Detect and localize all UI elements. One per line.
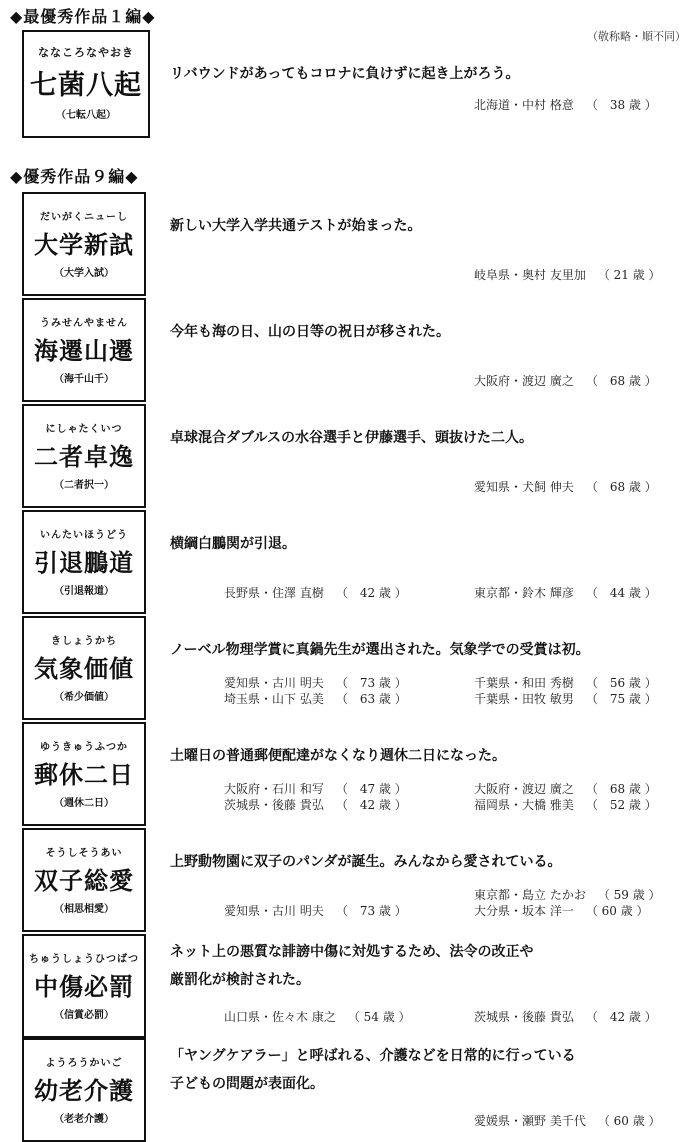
author-credit: 愛媛県・瀬野 美千代 （ 60 歳 ）: [474, 1114, 661, 1128]
phrase-text: 気象価値: [34, 654, 134, 683]
phrase-source: （大学入試）: [54, 268, 114, 279]
phrase-box: [22, 510, 146, 614]
phrase-comment: ネット上の悪質な誹謗中傷に対処するため、法令の改正や 厳罰化が検討された。: [170, 944, 534, 988]
best-section-heading: ◆最優秀作品１編◆: [10, 7, 156, 26]
phrase-box: [22, 192, 146, 296]
phrase-reading: うみせんやません: [40, 318, 128, 329]
phrase-comment: 今年も海の日、山の日等の祝日が移された。: [170, 324, 450, 340]
phrase-reading: だいがくニューし: [40, 212, 128, 223]
phrase-box: [22, 30, 150, 138]
phrase-text: 引退鵬道: [34, 548, 134, 577]
phrase-text: 二者卓逸: [34, 442, 134, 471]
honorific-note: （敬称略・順不同）: [587, 30, 686, 43]
excellent-section-heading: ◆優秀作品９編◆: [10, 167, 139, 186]
author-credit: 千葉県・田牧 敏男 （ 75 歳 ）: [474, 692, 657, 706]
phrase-source: （週休二日）: [54, 798, 114, 809]
phrase-reading: にしゃたくいつ: [45, 424, 123, 435]
phrase-source: （海千山千）: [54, 374, 114, 385]
phrase-comment: 「ヤングケアラー」と呼ばれる、介護などを日常的に行っている 子どもの問題が表面化。: [170, 1048, 576, 1092]
author-credit: 愛知県・古川 明夫 （ 73 歳 ）: [224, 676, 407, 690]
phrase-reading: ようろうかいご: [45, 1058, 123, 1069]
phrase-text: 中傷必罰: [34, 972, 134, 1001]
author-credit: 山口県・佐々木 康之 （ 54 歳 ）: [224, 1010, 411, 1024]
phrase-comment: 横綱白鵬関が引退。: [170, 536, 296, 552]
author-credit: 愛知県・古川 明夫 （ 73 歳 ）: [224, 904, 407, 918]
phrase-source: （七転八起）: [56, 110, 116, 121]
phrase-source: （二者択一）: [54, 480, 114, 491]
author-credit: 東京都・鈴木 輝彦 （ 44 歳 ）: [474, 586, 657, 600]
phrase-text: 双子総愛: [34, 866, 134, 895]
author-credit: 埼玉県・山下 弘美 （ 63 歳 ）: [224, 692, 407, 706]
author-credit: 大分県・坂本 洋一 （ 60 歳 ）: [474, 904, 649, 918]
phrase-box: [22, 1038, 146, 1142]
phrase-source: （希少価値）: [54, 692, 114, 703]
author-credit: 茨城県・後藤 貴弘 （ 42 歳 ）: [474, 1010, 657, 1024]
phrase-reading: きしょうかち: [51, 636, 117, 647]
phrase-comment: リバウンドがあってもコロナに負けずに起き上がろう。: [170, 66, 520, 82]
phrase-box: [22, 934, 146, 1038]
phrase-text: 郵休二日: [34, 760, 134, 789]
author-credit: 千葉県・和田 秀樹 （ 56 歳 ）: [474, 676, 657, 690]
phrase-reading: ちゅうしょうひつばつ: [29, 954, 139, 965]
phrase-reading: そうしそうあい: [45, 848, 123, 859]
phrase-comment: 土曜日の普通郵便配達がなくなり週休二日になった。: [170, 748, 506, 764]
phrase-comment: 卓球混合ダブルスの水谷選手と伊藤選手、頭抜けた二人。: [170, 430, 534, 446]
phrase-text: 七菌八起: [30, 70, 142, 101]
phrase-box: [22, 404, 146, 508]
phrase-reading: ゆうきゅうふつか: [40, 742, 128, 753]
phrase-box: [22, 616, 146, 720]
phrase-reading: いんたいほうどう: [40, 530, 128, 541]
phrase-comment: 新しい大学入学共通テストが始まった。: [170, 218, 422, 234]
phrase-source: （相思相愛）: [54, 904, 114, 915]
phrase-box: [22, 828, 146, 932]
author-credit: 福岡県・大橋 雅美 （ 52 歳 ）: [474, 798, 657, 812]
author-credit: 茨城県・後藤 貴弘 （ 42 歳 ）: [224, 798, 407, 812]
phrase-text: 幼老介護: [34, 1076, 134, 1105]
author-credit: 東京都・島立 たかお （ 59 歳 ）: [474, 888, 661, 902]
author-credit: 岐阜県・奥村 友里加 （ 21 歳 ）: [474, 268, 661, 282]
author-credit: 愛知県・犬飼 伸夫 （ 68 歳 ）: [474, 480, 657, 494]
phrase-box: [22, 298, 146, 402]
phrase-text: 大学新試: [34, 230, 134, 259]
phrase-box: [22, 722, 146, 826]
phrase-source: （老老介護）: [54, 1114, 114, 1125]
phrase-reading: ななころなやおき: [38, 46, 134, 59]
phrase-source: （信賞必罰）: [54, 1010, 114, 1021]
author-credit: 長野県・住澤 直樹 （ 42 歳 ）: [224, 586, 407, 600]
phrase-comment: ノーベル物理学賞に真鍋先生が選出された。気象学での受賞は初。: [170, 642, 590, 658]
author-credit: 北海道・中村 格意 （ 38 歳 ）: [474, 98, 657, 112]
phrase-comment: 上野動物園に双子のパンダが誕生。みんなから愛されている。: [170, 854, 562, 870]
author-credit: 大阪府・渡辺 廣之 （ 68 歳 ）: [474, 374, 657, 388]
author-credit: 大阪府・渡辺 廣之 （ 68 歳 ）: [474, 782, 657, 796]
phrase-source: （引退報道）: [54, 586, 114, 597]
phrase-text: 海遷山遷: [34, 336, 134, 365]
author-credit: 大阪府・石川 和写 （ 47 歳 ）: [224, 782, 407, 796]
